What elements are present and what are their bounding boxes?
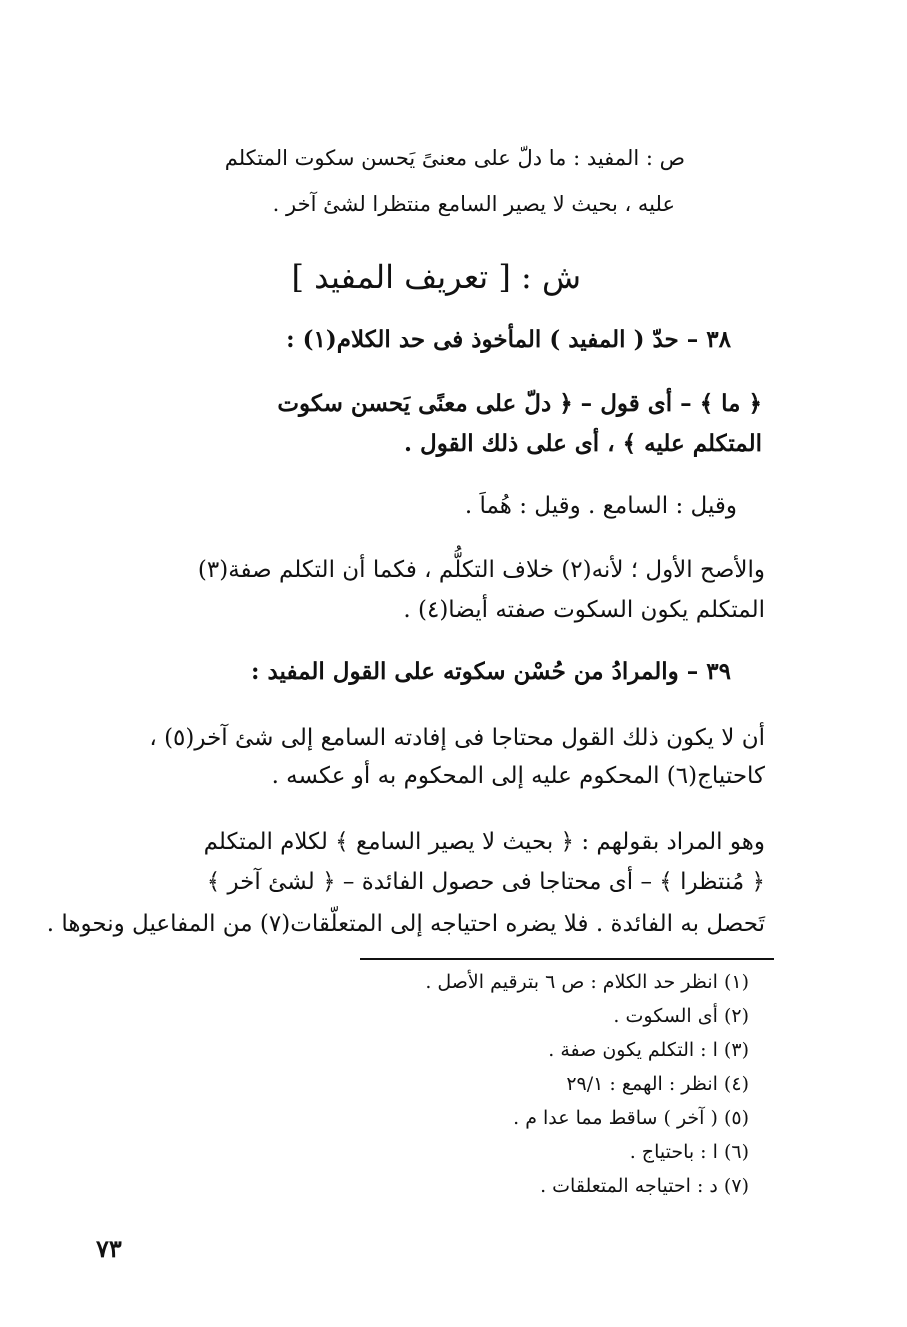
paragraph-huwa-line-1: وهو المراد بقولهم : ﴿ بحيث لا يصير السامع ﴾ لكلام المتكلم (203, 829, 765, 855)
footnote-1: (١) انظر حد الكلام : ص ٦ بترقيم الأصل . (425, 971, 749, 993)
paragraph-asah-line-2: المتكلم يكون السكوت صفته أيضا(٤) . (403, 597, 765, 623)
matn-line-2: عليه ، بحيث لا يصير السامع منتظرا لشئ آخر . (272, 192, 675, 216)
paragraph-39-line-3: كاحتياج(٦) المحكوم عليه إلى المحكوم به أو عكسه . (271, 763, 765, 789)
footnote-4: (٤) انظر : الهمع : ٢٩/١ (566, 1073, 749, 1095)
footnote-divider (360, 958, 774, 960)
paragraph-39-line-2: أن لا يكون ذلك القول محتاجا فى إفادته السامع إلى شئ آخر(٥) ، (149, 725, 765, 751)
paragraph-huwa-line-3: تَحصل به الفائدة . فلا يضره احتياجه إلى المتعلّقات(٧) من المفاعيل ونحوها . (46, 911, 765, 937)
paragraph-asah-line-1: والأصح الأول ؛ لأنه(٢) خلاف التكلُّم ، فكما أن التكلم صفة(٣) (197, 557, 765, 583)
paragraph-huwa-line-2: ﴿ مُنتظرا ﴾ – أى محتاجا فى حصول الفائدة – ﴿ لشئ آخر ﴾ (206, 869, 765, 895)
footnote-5: (٥) ( آخر ) ساقط مما عدا م . (513, 1107, 749, 1129)
paragraph-39-heading: ٣٩ – والمرادُ من حُسْن سكوته على القول المفيد : (250, 658, 731, 685)
footnote-6: (٦) ا : باحتياج . (629, 1141, 749, 1163)
page-number: ٧٣ (96, 1234, 122, 1263)
footnote-3: (٣) ا : التكلم يكون صفة . (548, 1039, 749, 1061)
paragraph-qil: وقيل : السامع . وقيل : هُماَ . (464, 493, 737, 519)
footnote-7: (٧) د : احتياجه المتعلقات . (540, 1175, 749, 1197)
section-heading: ش : [ تعريف المفيد ] (291, 258, 581, 296)
matn-line-1: ص : المفيد : ما دلّ على معنىً يَحسن سكوت المتكلم (224, 146, 685, 170)
paragraph-38-line-2: ﴿ ما ﴾ – أى قول – ﴿ دلّ على معنًى يَحسن سكوت (277, 390, 762, 417)
paragraph-38-line-3: المتكلم عليه ﴾ ، أى على ذلك القول . (404, 430, 762, 457)
footnote-2: (٢) أى السكوت . (613, 1005, 749, 1027)
paragraph-38-heading: ٣٨ – حدّ ( المفيد ) المأخوذ فى حد الكلام(١) : (286, 326, 731, 353)
